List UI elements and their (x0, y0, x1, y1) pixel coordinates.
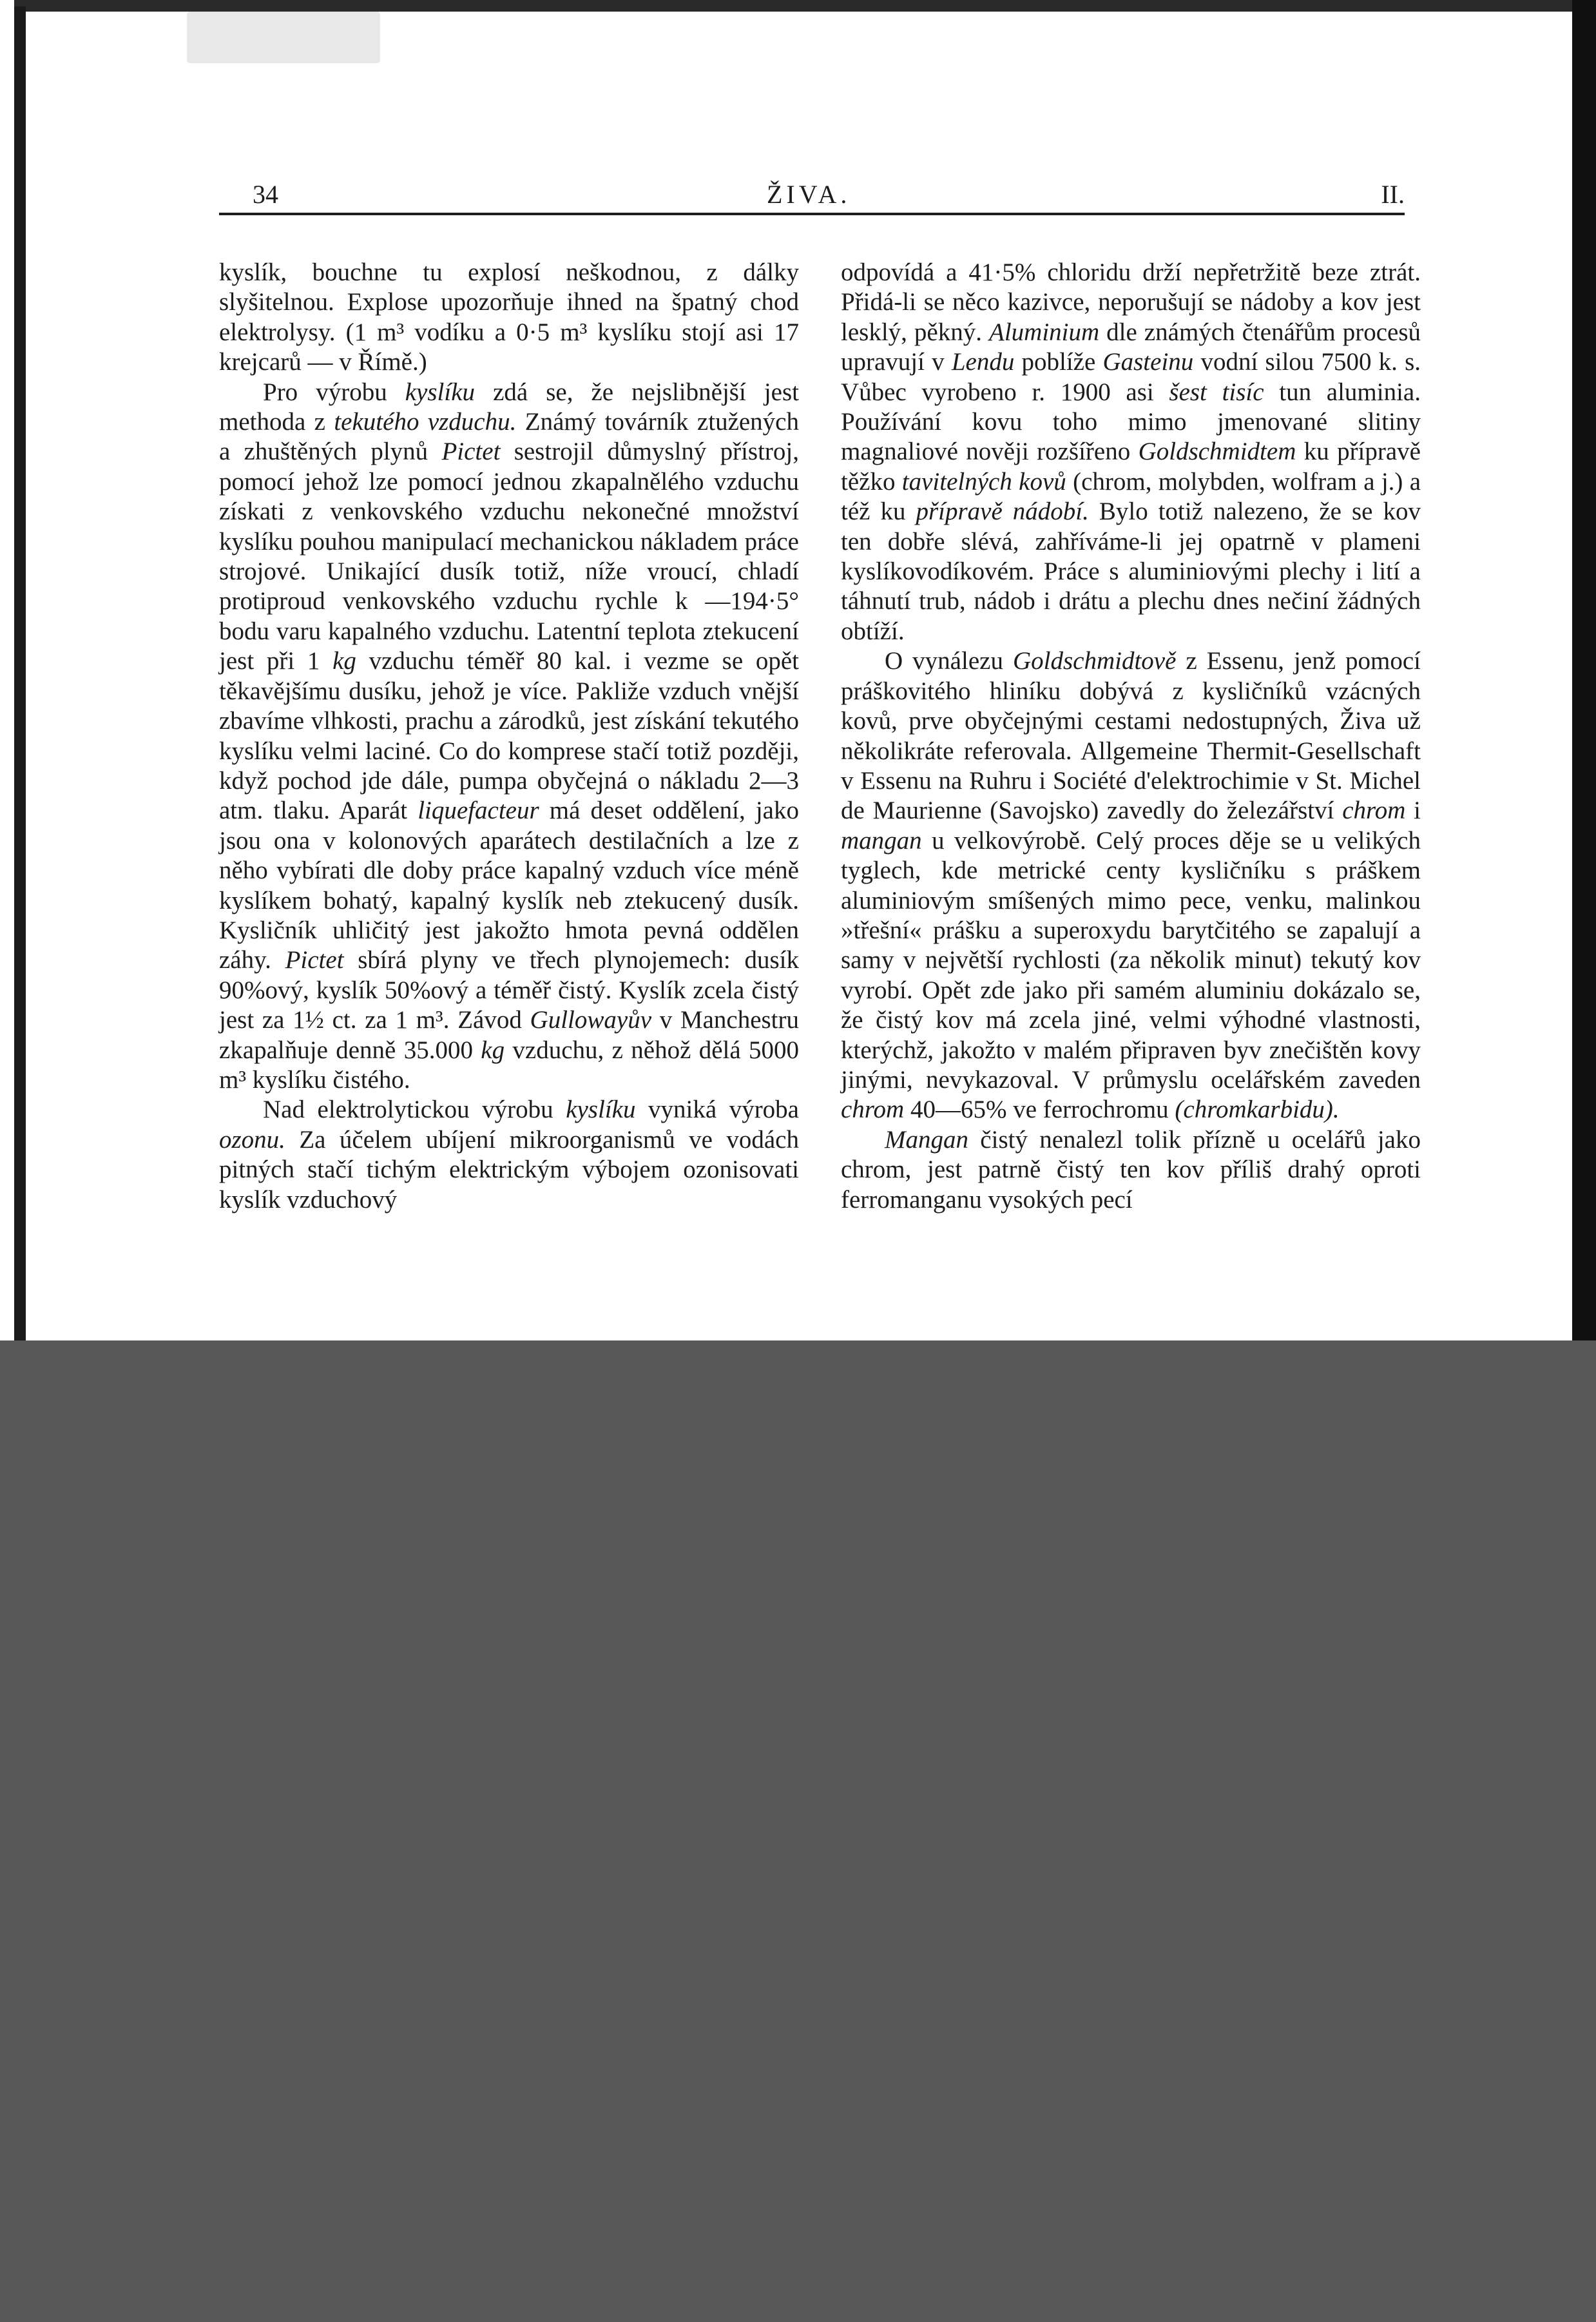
scan-left-edge (14, 6, 26, 1340)
text-run: zdá se, že nejslibnější jest methoda z (219, 378, 799, 436)
text-run: vzduchu, z něhož dělá 5000 m³ kyslíku čistého. (219, 1036, 799, 1094)
italic-term: kyslíku (566, 1096, 636, 1124)
paragraph: kyslík, bouchne tu explosí neškodnou, z dálky slyšitelnou. Explose upozorňuje ihned na špatný chod elektrolysy. (1 m³ vodíku a 0·5 m³ kyslíku stojí asi 17 krejcarů — v Římě.) (219, 258, 799, 376)
text-run: Nad elektrolytickou výrobu (263, 1096, 566, 1124)
text-run: čistý nenalezl tolik přízně u ocelářů jako chrom, jest patrně čistý ten kov příliš drahý oproti ferromanganu vysokých pecí (841, 1125, 1421, 1214)
italic-term: kg (481, 1036, 505, 1064)
text-run: sbírá plyny ve třech plynojemech: dusík 90%ový, kyslík 50%ový a téměř čistý. Kyslík zcela čistý jest za 1½ ct. za 1 m³. Závod (219, 946, 799, 1034)
page-number: 34 (253, 180, 278, 209)
running-header (219, 174, 1405, 215)
paragraph (219, 1095, 799, 1215)
text-run: tun aluminia. Používání kovu toho mimo jmenované slitiny magnaliové nověji rozšířeno (841, 378, 1421, 466)
text-run: u velkovýrobě. Celý proces děje se u velikých tyglech, kde metrické centy kysličníku s práškem aluminiovým smíšených mimo pece, venku, malinkou »třešní« prášku a superoxydu barytčitého se zapalují a samy v největší rychlosti (za několik minut) tekutý kov vyrobí. Opět zde jako při samém aluminiu dokázalo se, že čistý kov má zcela jiné, velmi výhodné vlastnosti, kterýchž, jakožto v malém připraven byv znečištěn kovy jinými, nevykazoval. V průmyslu ocelářském zaveden (841, 826, 1421, 1094)
text-run: v Manchestru zkapalňuje denně 35.000 (219, 1006, 799, 1064)
italic-term: Pictet (285, 946, 344, 974)
text-run: (chrom, molybden, wolfram a j.) a též ku (841, 467, 1421, 526)
text-run: Známý továrník ztužených a zhuštěných plynů (219, 408, 799, 466)
paragraph (841, 258, 1421, 646)
text-run: vodní silou 7500 k. s. Vůbec vyrobeno r. 1900 asi (841, 348, 1421, 406)
italic-term: ozonu. (219, 1125, 285, 1154)
volume-number: II. (1381, 180, 1405, 209)
journal-title: ŽIVA. (767, 180, 851, 209)
text-run: odpovídá a 41·5% chloridu drží nepřetržitě beze ztrát. Přidá-li se něco kazivce, neporušují se nádoby a kov jest lesklý, pěkný. (841, 258, 1421, 346)
italic-term: přípravě nádobí. (916, 498, 1089, 526)
text-run: ku přípravě těžko (841, 438, 1421, 496)
scan-top-edge (14, 0, 1573, 12)
left-column (219, 258, 799, 1215)
italic-term: šest tisíc (1169, 378, 1264, 406)
text-run: vzduchu téměř 80 kal. i vezme se opět těkavějšímu dusíku, jehož je více. Pakliže vzduch vnější zbavíme vlhkosti, prachu a zárodků, jest získání tekutého kyslíku velmi laciné. Co do komprese stačí totiž později, když pochod jde dále, pumpa obyčejná o nákladu 2—3 atm. tlaku. Aparát (219, 647, 799, 825)
italic-term: Mangan (885, 1125, 968, 1154)
italic-term: Gasteinu (1102, 348, 1194, 376)
text-run: Bylo totiž nalezeno, že se kov ten dobře slévá, zahříváme-li jej opatrně v plameni kyslíkovodíkovém. Práce s aluminiovými plechy i lití a táhnutí trub, nádob i drátu a plechu dnes nečiní žádných obtíží. (841, 498, 1421, 645)
text-run: O vynálezu (885, 647, 1013, 675)
paragraph (841, 1125, 1421, 1215)
text-run: Pro výrobu (263, 378, 405, 406)
italic-term: (chromkarbidu). (1175, 1096, 1340, 1124)
text-run: vyniká výroba (635, 1096, 799, 1124)
page-content (219, 174, 1421, 1214)
text-run: z Essenu, jenž pomocí práškovitého hliníku dobývá z kysličníků vzácných kovů, prve obyčejnými cestami nedostupných, Živa už několikráte referovala. Allgemeine Thermit-Gesellschaft v Essenu na Ruhru i Société d'elektrochimie v St. Michel de Maurienne (Savojsko) zavedly do železářství (841, 647, 1421, 825)
italic-term: kyslíku (405, 378, 476, 406)
italic-term: Lendu (951, 348, 1015, 376)
text-run: poblíže (1014, 348, 1103, 376)
scan-right-edge (1572, 0, 1596, 1340)
text-run: má deset oddělení, jako jsou ona v kolonových aparátech destilačních a lze z něho vybírati dle doby práce kapalný vzduch více méně kyslíkem bohatý, kapalný kyslík neb ztekucený dusík. Kysličník uhličitý jest jakožto hmota pevná oddělen záhy. (219, 797, 799, 974)
italic-term: liquefacteur (418, 797, 539, 825)
italic-term: tavitelných kovů (901, 467, 1066, 496)
italic-term: chrom (841, 1096, 905, 1124)
italic-term: chrom (1342, 797, 1406, 825)
text-run: dle známých čtenářům procesů upravují v (841, 318, 1421, 376)
paragraph (841, 646, 1421, 1125)
paragraph (219, 378, 799, 1096)
text-run: i (1405, 797, 1421, 825)
italic-term: Goldschmidtově (1012, 647, 1177, 675)
italic-term: Gullowayův (530, 1006, 651, 1034)
italic-term: kg (332, 647, 356, 675)
italic-term: mangan (841, 826, 922, 855)
text-run: 40—65% ve ferrochromu (904, 1096, 1175, 1124)
italic-term: tekutého vzduchu. (334, 408, 517, 436)
text-run: sestrojil důmyslný přístroj, pomocí jehož lze pomocí jednou zkapalnělého vzduchu získati z venkovského vzduchu nekonečné množství kyslíku pouhou manipulací mechanickou nákladem práce strojové. Unikající dusík totiž, níže vroucí, chladí protiproud venkovského vzduchu rychle k —194·5° bodu varu kapalného vzduchu. Latentní teplota ztekucení jest při 1 (219, 438, 800, 675)
italic-term: Goldschmidtem (1138, 438, 1296, 466)
gray-mask-region (0, 1340, 1596, 2322)
italic-term: Pictet (441, 438, 501, 466)
right-column (841, 258, 1421, 1215)
scan-smudge (187, 12, 380, 63)
text-run: Za účelem ubíjení mikroorganismů ve vodách pitných stačí tichým elektrickým výbojem ozonisovati kyslík vzduchový (219, 1125, 799, 1214)
italic-term: Aluminium (989, 318, 1100, 346)
